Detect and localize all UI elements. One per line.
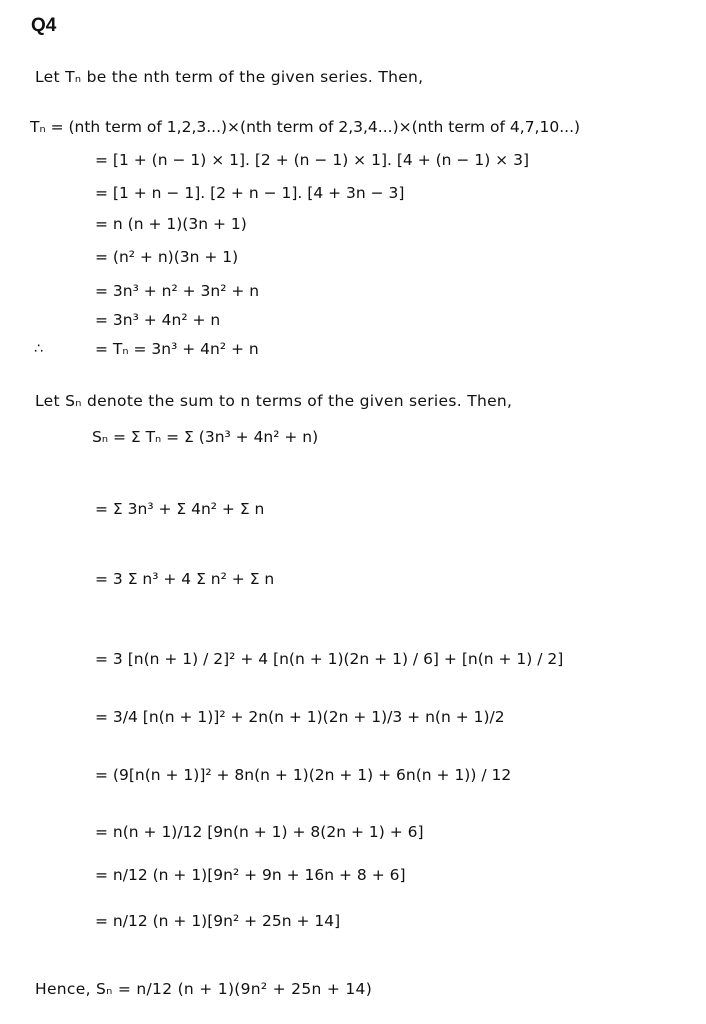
sum-intro-text: Let Sₙ denote the sum to n terms of the given series. Then, xyxy=(35,392,513,410)
tn-line-3: = [1 + n − 1]. [2 + n − 1]. [4 + 3n − 3] xyxy=(95,184,405,202)
tn-line-7: = 3n³ + 4n² + n xyxy=(95,311,221,329)
sum-step-6: = (9[n(n + 1)]² + 8n(n + 1)(2n + 1) + 6n(n + 1)) / 12 xyxy=(95,766,512,784)
sum-step-9: = n/12 (n + 1)[9n² + 25n + 14] xyxy=(95,912,341,930)
sum-step-1: Sₙ = Σ Tₙ = Σ (3n³ + 4n² + n) xyxy=(92,428,319,446)
question-title: Q4 xyxy=(31,15,57,36)
tn-line-6: = 3n³ + n² + 3n² + n xyxy=(95,282,260,300)
sum-step-2: = Σ 3n³ + Σ 4n² + Σ n xyxy=(95,500,265,518)
tn-line-8: = Tₙ = 3n³ + 4n² + n xyxy=(95,340,259,358)
conclusion-text: Hence, Sₙ = n/12 (n + 1)(9n² + 25n + 14) xyxy=(35,980,373,998)
sum-step-8: = n/12 (n + 1)[9n² + 9n + 16n + 8 + 6] xyxy=(95,866,406,884)
tn-line-4: = n (n + 1)(3n + 1) xyxy=(95,215,247,233)
sum-step-3: = 3 Σ n³ + 4 Σ n² + Σ n xyxy=(95,570,275,588)
sum-step-7: = n(n + 1)/12 [9n(n + 1) + 8(2n + 1) + 6] xyxy=(95,823,424,841)
tn-line-5: = (n² + n)(3n + 1) xyxy=(95,248,239,266)
tn-line-2: = [1 + (n − 1) × 1]. [2 + (n − 1) × 1]. [4 + (n − 1) × 3] xyxy=(95,151,529,169)
sum-step-5: = 3/4 [n(n + 1)]² + 2n(n + 1)(2n + 1)/3 + n(n + 1)/2 xyxy=(95,708,505,726)
intro-text: Let Tₙ be the nth term of the given series. Then, xyxy=(35,68,424,86)
tn-line-1: Tₙ = (nth term of 1,2,3...)×(nth term of 2,3,4...)×(nth term of 4,7,10...) xyxy=(30,118,581,136)
therefore-symbol: ∴ xyxy=(34,341,43,357)
sum-step-4: = 3 [n(n + 1) / 2]² + 4 [n(n + 1)(2n + 1) / 6] + [n(n + 1) / 2] xyxy=(95,650,564,668)
